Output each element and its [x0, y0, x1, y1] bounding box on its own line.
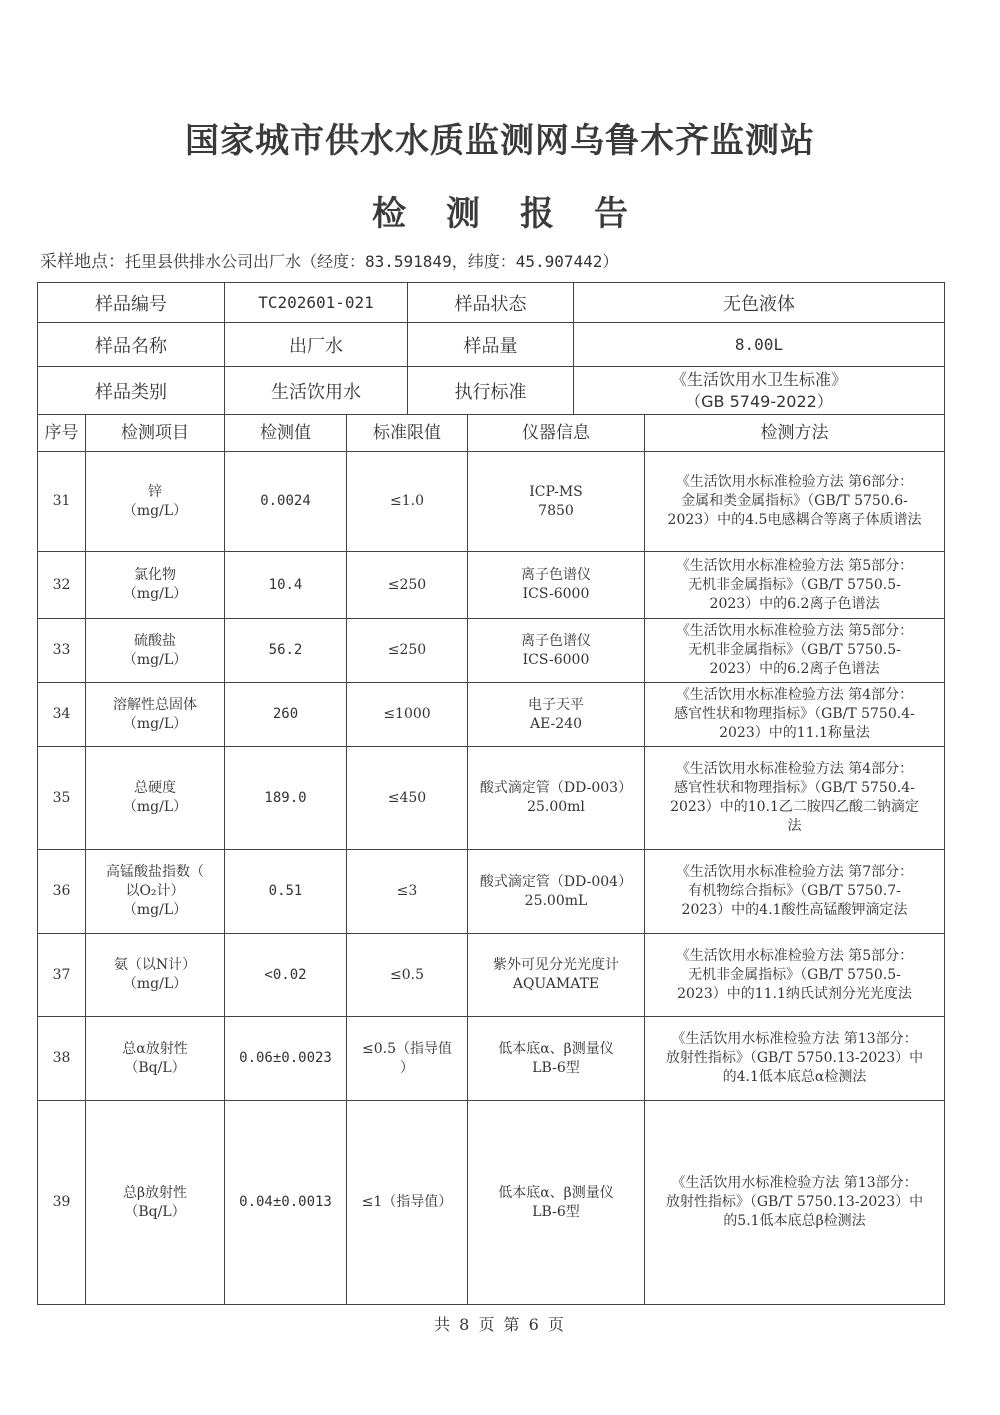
standard-limit [347, 552, 468, 619]
test-method-line: 无机非金属指标》（GB/T 5750.5- [688, 966, 901, 983]
test-method [645, 1017, 945, 1101]
instrument-info-line: 离子色谱仪 [521, 567, 591, 583]
test-value: 0.06±0.0023 [225, 1017, 347, 1101]
instrument-info [468, 452, 645, 552]
test-value: 0.51 [225, 850, 347, 934]
instrument-info [468, 747, 645, 850]
test-method-line: 《生活饮用水标准检验方法 第13部分： [671, 1031, 918, 1047]
test-item-line: （mg/L） [122, 902, 188, 918]
instrument-info [468, 1017, 645, 1101]
test-item-line: （Bq/L） [124, 1203, 186, 1220]
test-item-line: 总α放射性 [122, 1040, 188, 1057]
test-method-line: 《生活饮用水标准检验方法 第4部分： [675, 761, 914, 777]
report-title: 检测报告 [372, 194, 668, 234]
table-row [38, 619, 945, 683]
test-method-line: 感官性状和物理指标》（GB/T 5750.4- [674, 706, 915, 722]
row-number: 37 [38, 934, 86, 1017]
table-row [38, 1101, 945, 1305]
test-method-line: 《生活饮用水标准检验方法 第7部分： [675, 864, 914, 880]
test-item-line: 氯化物 [134, 567, 176, 583]
test-method-line: 《生活饮用水标准检验方法 第5部分： [675, 947, 914, 964]
test-method [645, 1101, 945, 1305]
standard-limit-line: ≤450 [387, 789, 427, 806]
test-item-line: （mg/L） [122, 976, 188, 992]
row-number: 34 [38, 683, 86, 747]
sample-state-label: 样品状态 [408, 283, 574, 323]
test-item-line: （mg/L） [122, 502, 188, 519]
test-value: 56.2 [225, 619, 347, 683]
instrument-info-line: LB-6型 [532, 1059, 580, 1076]
test-method-line: 2023）中的6.2离子色谱法 [709, 595, 880, 612]
standard-limit-line: ） [400, 1059, 414, 1076]
sample-state-value: 无色液体 [574, 283, 945, 323]
instrument-info-line: 低本底α、β测量仪 [498, 1040, 614, 1057]
test-item-line: 高锰酸盐指数（ [106, 864, 204, 880]
table-row [38, 747, 945, 850]
test-value: 0.0024 [225, 452, 347, 552]
table-row [38, 683, 945, 747]
sample-id-label: 样品编号 [38, 283, 225, 323]
test-item-line: 溶解性总固体 [113, 696, 197, 713]
test-item-line: 总硬度 [134, 780, 176, 796]
test-item-line: 氨（以N计） [113, 957, 197, 973]
test-item [86, 934, 225, 1017]
instrument-info-line: AE-240 [529, 715, 583, 732]
test-method [645, 619, 945, 683]
sample-category-value: 生活饮用水 [225, 367, 408, 415]
test-method-line: 2023）中的11.1纳氏试剂分光光度法 [677, 985, 912, 1002]
test-method-line: 2023）中的11.1称量法 [719, 725, 870, 741]
column-header: 序号 [38, 415, 86, 452]
row-number: 31 [38, 452, 86, 552]
org-title: 国家城市供水水质监测网乌鲁木齐监测站 [185, 121, 815, 161]
table-row [38, 1017, 945, 1101]
row-number: 35 [38, 747, 86, 850]
test-item-line: 总β放射性 [122, 1184, 188, 1201]
test-item [86, 1101, 225, 1305]
test-item-line: 硫酸盐 [134, 632, 176, 649]
test-method-line: 《生活饮用水标准检验方法 第5部分： [675, 623, 914, 639]
test-method [645, 934, 945, 1017]
standard-limit [347, 850, 468, 934]
standard-limit-line: ≤1（指导值） [361, 1194, 453, 1210]
test-item [86, 850, 225, 934]
instrument-info-line: 7850 [538, 502, 574, 519]
test-method [645, 850, 945, 934]
standard-limit [347, 1101, 468, 1305]
table-row [38, 934, 945, 1017]
sample-info-table [37, 282, 945, 415]
sample-name-label: 样品名称 [38, 323, 225, 367]
standard-limit [347, 619, 468, 683]
test-value: 260 [225, 683, 347, 747]
results-table [37, 414, 945, 1305]
sampling-label: 采样地点： [40, 252, 125, 272]
test-item-line: 锌 [148, 483, 162, 500]
test-method-line: 2023）中的10.1乙二胺四乙酸二钠滴定 [670, 799, 919, 815]
instrument-info [468, 619, 645, 683]
standard-line-1: 《生活饮用水卫生标准》 [670, 369, 847, 389]
standard-limit-line: ≤1000 [383, 706, 431, 722]
sampling-value: 托里县供排水公司出厂水（经度：83.591849，纬度：45.907442） [125, 252, 619, 271]
table-row [38, 452, 945, 552]
sample-category-label: 样品类别 [38, 367, 225, 415]
test-item-line: （mg/L） [122, 715, 188, 732]
test-method-line: 2023）中的4.5电感耦合等离子体质谱法 [667, 512, 922, 528]
test-method [645, 683, 945, 747]
test-method-line: 有机物综合指标》（GB/T 5750.7- [688, 883, 901, 899]
test-method-line: 法 [787, 818, 802, 834]
row-number: 33 [38, 619, 86, 683]
test-method [645, 747, 945, 850]
test-method [645, 452, 945, 552]
instrument-info-line: 紫外可见分光光度计 [493, 957, 619, 973]
instrument-info-line: 低本底α、β测量仪 [498, 1184, 614, 1201]
instrument-info [468, 683, 645, 747]
test-item-line: 以O₂计） [125, 883, 185, 899]
standard-limit-line: ≤1.0 [390, 493, 424, 509]
instrument-info-line: AQUAMATE [512, 976, 600, 992]
test-item [86, 747, 225, 850]
test-method-line: 2023）中的6.2离子色谱法 [709, 661, 880, 677]
sample-name-value: 出厂水 [225, 323, 408, 367]
test-method-line: 《生活饮用水标准检验方法 第4部分： [675, 687, 914, 703]
test-method-line: 2023）中的4.1酸性高锰酸钾滴定法 [681, 902, 908, 918]
test-item [86, 1017, 225, 1101]
row-number: 38 [38, 1017, 86, 1101]
test-method-line: 的5.1低本底总β检测法 [723, 1213, 866, 1229]
instrument-info-line: ICS-6000 [522, 651, 590, 668]
instrument-info [468, 850, 645, 934]
column-header: 检测值 [225, 415, 347, 452]
test-method-line: 感官性状和物理指标》（GB/T 5750.4- [674, 780, 915, 796]
sampling-location [40, 247, 618, 272]
test-method-line: 《生活饮用水标准检验方法 第5部分： [675, 557, 914, 574]
test-item [86, 619, 225, 683]
test-value: 10.4 [225, 552, 347, 619]
standard-limit [347, 683, 468, 747]
test-method-line: 《生活饮用水标准检验方法 第13部分： [671, 1175, 918, 1191]
standard-limit [347, 747, 468, 850]
standard-line-2: （GB 5749-2022） [685, 391, 833, 411]
test-item [86, 683, 225, 747]
sample-id-value: TC202601-021 [225, 283, 408, 323]
row-number: 32 [38, 552, 86, 619]
test-method-line: 放射性指标》（GB/T 5750.13-2023）中 [665, 1050, 924, 1066]
column-header: 标准限值 [347, 415, 468, 452]
table-row [38, 850, 945, 934]
test-method-line: 无机非金属指标》（GB/T 5750.5- [688, 576, 901, 593]
test-item [86, 552, 225, 619]
table-row [38, 552, 945, 619]
standard-limit [347, 1017, 468, 1101]
row-number: 39 [38, 1101, 86, 1305]
column-header: 检测方法 [645, 415, 945, 452]
standard-limit [347, 934, 468, 1017]
table-header-row [38, 415, 945, 452]
standard-limit-line: ≤3 [396, 883, 418, 899]
sample-qty-value: 8.00L [574, 323, 945, 367]
instrument-info-line: 25.00ml [527, 799, 585, 815]
standard-label: 执行标准 [408, 367, 574, 415]
standard-limit-line: ≤0.5（指导值 [362, 1040, 452, 1057]
test-value: 0.04±0.0013 [225, 1101, 347, 1305]
instrument-info-line: 25.00mL [524, 892, 588, 909]
instrument-info-line: 酸式滴定管（DD-003） [479, 780, 633, 796]
row-number: 36 [38, 850, 86, 934]
test-method-line: 金属和类金属指标》（GB/T 5750.6- [681, 493, 908, 509]
standard-limit-line: ≤250 [387, 576, 427, 593]
test-item-line: （mg/L） [122, 799, 188, 815]
instrument-info-line: 酸式滴定管（DD-004） [479, 873, 633, 890]
test-item-line: （Bq/L） [124, 1059, 186, 1076]
test-method-line: 无机非金属指标》（GB/T 5750.5- [688, 642, 901, 658]
test-item [86, 452, 225, 552]
instrument-info-line: 电子天平 [528, 696, 584, 713]
test-method-line: 放射性指标》（GB/T 5750.13-2023）中 [665, 1194, 924, 1210]
instrument-info [468, 552, 645, 619]
sample-qty-label: 样品量 [408, 323, 574, 367]
instrument-info-line: ICS-6000 [522, 586, 590, 602]
instrument-info [468, 1101, 645, 1305]
standard-limit-line: ≤0.5 [390, 966, 424, 983]
test-item-line: （mg/L） [122, 586, 188, 602]
test-method [645, 552, 945, 619]
standard-limit-line: ≤250 [387, 642, 427, 658]
instrument-info-line: ICP-MS [529, 483, 583, 500]
test-method-line: 的4.1低本底总α检测法 [722, 1069, 867, 1085]
test-method-line: 《生活饮用水标准检验方法 第6部分： [675, 474, 914, 490]
test-value: <0.02 [225, 934, 347, 1017]
page-footer: 共 8 页 第 6 页 [434, 1315, 566, 1334]
instrument-info-line: 离子色谱仪 [521, 632, 591, 649]
test-value: 189.0 [225, 747, 347, 850]
test-item-line: （mg/L） [122, 651, 188, 668]
instrument-info-line: LB-6型 [532, 1203, 580, 1220]
instrument-info [468, 934, 645, 1017]
standard-value [574, 367, 945, 415]
standard-limit [347, 452, 468, 552]
column-header: 仪器信息 [468, 415, 645, 452]
column-header: 检测项目 [86, 415, 225, 452]
